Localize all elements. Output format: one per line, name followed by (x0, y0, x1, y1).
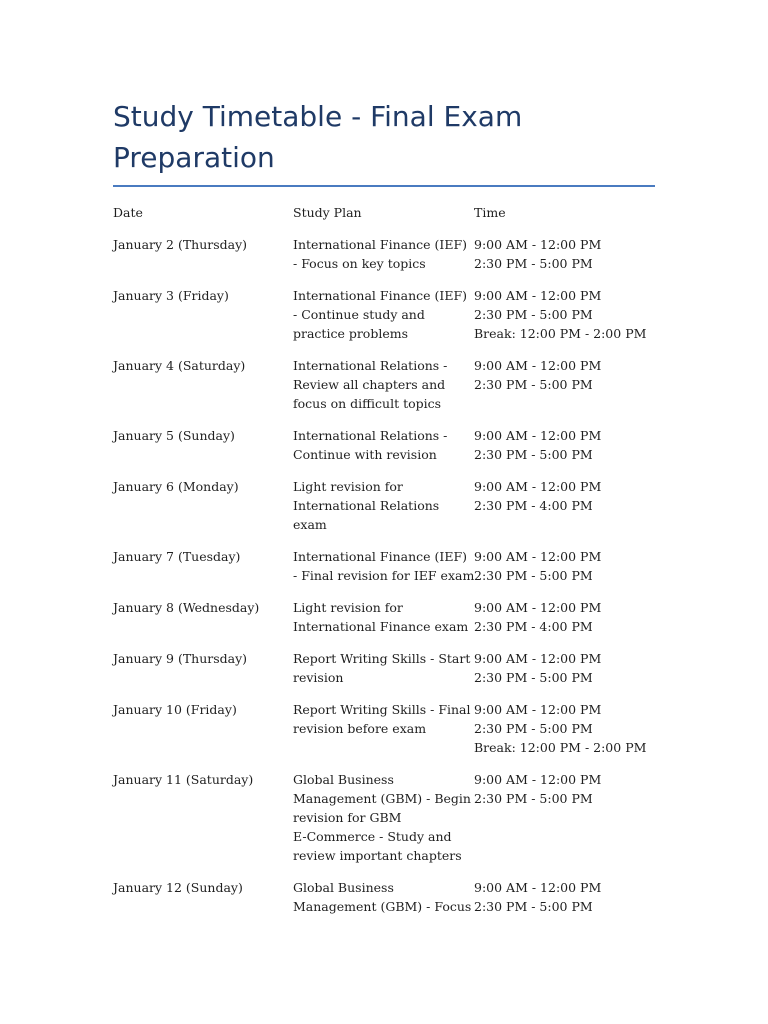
study-plan-line: Review all chapters and (293, 377, 446, 392)
study-plan-line: revision for GBM (293, 810, 402, 825)
page-title: Study Timetable - Final Exam Preparation (113, 96, 655, 187)
table-row (113, 547, 655, 598)
column-header-study-plan: Study Plan (293, 205, 362, 220)
cell-study-plan (293, 356, 474, 426)
cell-time (474, 235, 655, 286)
table-row (113, 356, 655, 426)
cell-date: January 5 (Sunday) (113, 428, 235, 443)
cell-time (474, 356, 655, 426)
cell-study-plan (293, 770, 474, 878)
cell-study-plan (293, 477, 474, 547)
study-plan-line: International Relations (293, 498, 440, 513)
study-plan-line: review important chapters (293, 848, 462, 863)
column-header-time: Time (474, 205, 506, 220)
time-line: 2:30 PM - 5:00 PM (474, 256, 593, 271)
time-line: 2:30 PM - 5:00 PM (474, 899, 593, 914)
study-plan-line: International Relations - (293, 358, 448, 373)
study-plan-line: International Finance (IEF) (293, 549, 467, 564)
cell-study-plan (293, 547, 474, 598)
timetable-body (113, 235, 655, 929)
table-row (113, 700, 655, 770)
time-line: 9:00 AM - 12:00 PM (474, 237, 602, 252)
cell-time (474, 286, 655, 356)
study-plan-line: International Finance exam (293, 619, 469, 634)
time-line: 9:00 AM - 12:00 PM (474, 772, 602, 787)
cell-time (474, 477, 655, 547)
study-plan-line: revision (293, 670, 344, 685)
table-row (113, 598, 655, 649)
cell-study-plan (293, 426, 474, 477)
time-line: 9:00 AM - 12:00 PM (474, 702, 602, 717)
table-row (113, 286, 655, 356)
table-header-row (113, 203, 655, 235)
cell-date: January 8 (Wednesday) (113, 600, 260, 615)
study-plan-line: - Continue study and (293, 307, 425, 322)
time-line: 2:30 PM - 5:00 PM (474, 447, 593, 462)
study-plan-line: exam (293, 517, 327, 532)
cell-study-plan (293, 235, 474, 286)
cell-time (474, 547, 655, 598)
time-line: 9:00 AM - 12:00 PM (474, 651, 602, 666)
document-page (113, 96, 655, 929)
timetable (113, 203, 655, 929)
table-row (113, 426, 655, 477)
cell-date: January 11 (Saturday) (113, 772, 254, 787)
study-plan-line: Report Writing Skills - Start (293, 651, 471, 666)
time-line: 2:30 PM - 5:00 PM (474, 568, 593, 583)
time-line: 2:30 PM - 5:00 PM (474, 377, 593, 392)
study-plan-line: practice problems (293, 326, 408, 341)
cell-date: January 2 (Thursday) (113, 237, 248, 252)
column-header-date: Date (113, 205, 143, 220)
cell-time (474, 598, 655, 649)
cell-time (474, 770, 655, 878)
time-line: 9:00 AM - 12:00 PM (474, 549, 602, 564)
time-line: Break: 12:00 PM - 2:00 PM (474, 740, 647, 755)
table-row (113, 477, 655, 547)
time-line: 2:30 PM - 5:00 PM (474, 791, 593, 806)
study-plan-line: - Focus on key topics (293, 256, 426, 271)
cell-date: January 4 (Saturday) (113, 358, 246, 373)
table-row (113, 235, 655, 286)
time-line: 2:30 PM - 5:00 PM (474, 670, 593, 685)
time-line: 9:00 AM - 12:00 PM (474, 479, 602, 494)
cell-time (474, 878, 655, 929)
study-plan-line: Continue with revision (293, 447, 437, 462)
cell-date: January 7 (Tuesday) (113, 549, 241, 564)
cell-study-plan (293, 700, 474, 770)
study-plan-line: - Final revision for IEF exam (293, 568, 475, 583)
study-plan-line: E-Commerce - Study and (293, 829, 452, 844)
study-plan-line: Light revision for (293, 600, 403, 615)
study-plan-line: Report Writing Skills - Final (293, 702, 471, 717)
time-line: 9:00 AM - 12:00 PM (474, 600, 602, 615)
table-row (113, 649, 655, 700)
study-plan-line: revision before exam (293, 721, 427, 736)
time-line: Break: 12:00 PM - 2:00 PM (474, 326, 647, 341)
study-plan-line: International Relations - (293, 428, 448, 443)
cell-date: January 9 (Thursday) (113, 651, 248, 666)
time-line: 9:00 AM - 12:00 PM (474, 288, 602, 303)
cell-time (474, 426, 655, 477)
cell-date: January 10 (Friday) (113, 702, 237, 717)
cell-study-plan (293, 286, 474, 356)
cell-date: January 3 (Friday) (113, 288, 229, 303)
time-line: 9:00 AM - 12:00 PM (474, 880, 602, 895)
time-line: 2:30 PM - 4:00 PM (474, 619, 593, 634)
study-plan-line: focus on difficult topics (293, 396, 442, 411)
study-plan-line: Global Business (293, 772, 394, 787)
time-line: 2:30 PM - 5:00 PM (474, 721, 593, 736)
cell-study-plan (293, 598, 474, 649)
study-plan-line: Management (GBM) - Focus (293, 899, 472, 914)
time-line: 9:00 AM - 12:00 PM (474, 358, 602, 373)
cell-date: January 12 (Sunday) (113, 880, 243, 895)
table-row (113, 770, 655, 878)
time-line: 9:00 AM - 12:00 PM (474, 428, 602, 443)
time-line: 2:30 PM - 5:00 PM (474, 307, 593, 322)
cell-study-plan (293, 649, 474, 700)
cell-time (474, 700, 655, 770)
study-plan-line: Light revision for (293, 479, 403, 494)
cell-time (474, 649, 655, 700)
cell-study-plan (293, 878, 474, 929)
time-line: 2:30 PM - 4:00 PM (474, 498, 593, 513)
study-plan-line: International Finance (IEF) (293, 288, 467, 303)
study-plan-line: Management (GBM) - Begin (293, 791, 471, 806)
study-plan-line: International Finance (IEF) (293, 237, 467, 252)
study-plan-line: Global Business (293, 880, 394, 895)
cell-date: January 6 (Monday) (113, 479, 239, 494)
table-row (113, 878, 655, 929)
